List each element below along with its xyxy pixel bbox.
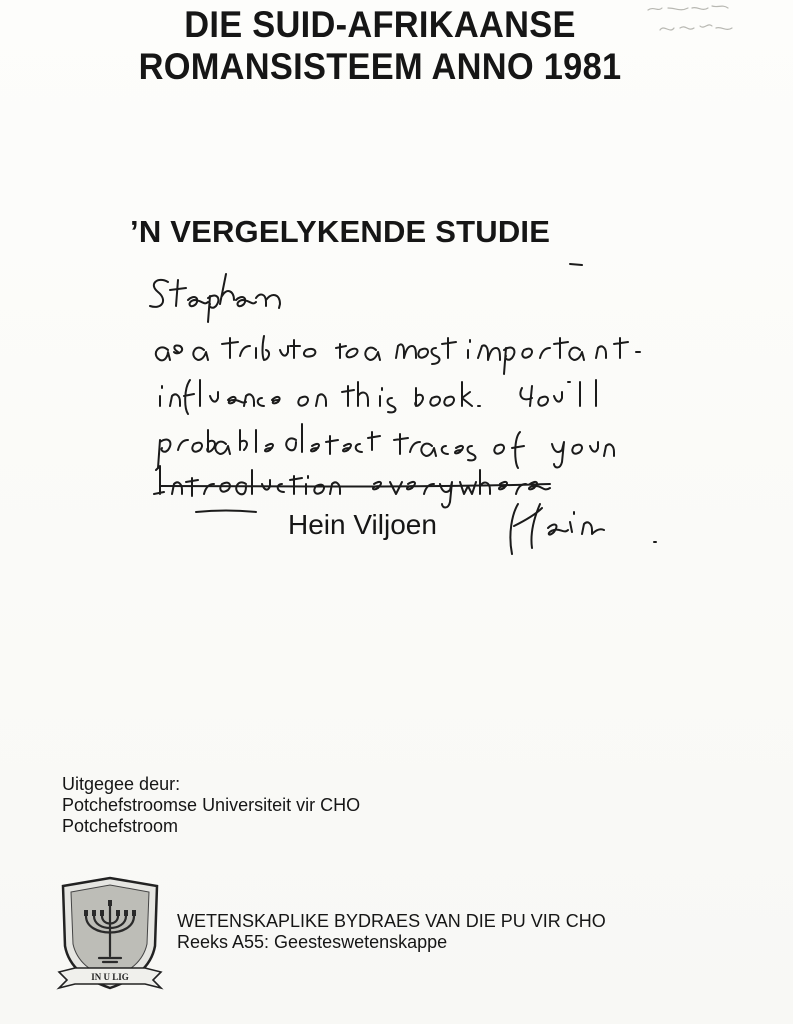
inscription-line-1	[156, 336, 640, 374]
inscription-line-4	[154, 466, 550, 508]
publisher-block	[62, 774, 360, 837]
publisher-label: Uitgegee deur:	[62, 774, 181, 794]
inscription-line-2	[160, 380, 596, 414]
inscription-underline	[160, 484, 550, 512]
book-title	[27, 4, 734, 88]
series-name: WETENSKAPLIKE BYDRAES VAN DIE PU VIR CHO	[177, 911, 606, 931]
menorah-shield-icon	[55, 876, 165, 994]
book-title-line-2: ROMANSISTEEM ANNO 1981	[138, 46, 622, 87]
author-name: Hein Viljoen	[288, 509, 437, 540]
inscription-salutation	[150, 274, 280, 322]
publisher-name: Potchefstroomse Universiteit vir CHO	[62, 795, 361, 815]
book-subtitle: ’N VERGELYKENDE STUDIE	[130, 214, 551, 249]
series-number: Reeks A55: Geesteswetenskappe	[177, 932, 448, 952]
inscription-line-3	[158, 424, 614, 468]
signature-strokes	[510, 504, 656, 554]
publisher-city: Potchefstroom	[62, 816, 179, 836]
series-block	[177, 911, 606, 953]
crest-motto: IN U LIG	[91, 972, 129, 982]
book-title-line-1: DIE SUID-AFRIKAANSE	[184, 4, 576, 45]
